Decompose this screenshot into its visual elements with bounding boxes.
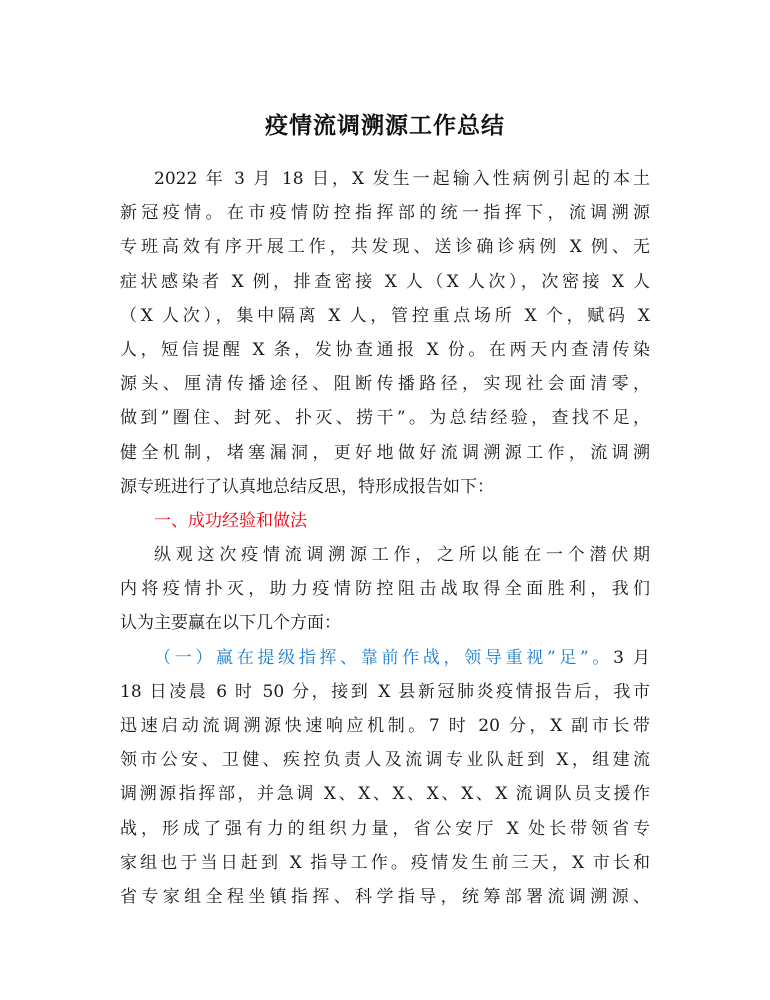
paragraph-line: 症状感染者 X 例，排查密接 X 人（X 人次），次密接 X 人	[120, 271, 650, 292]
paragraph-line: 调溯源指挥部，并急调 X、X、X、X、X、X 流调队员支援作	[120, 784, 650, 805]
paragraph-line: 省专家组全程坐镇指挥、科学指导，统筹部署流调溯源、	[120, 886, 650, 907]
paragraph-line: 18 日凌晨 6 时 50 分，接到 X 县新冠肺炎疫情报告后，我市	[120, 681, 650, 702]
paragraph-line: （X 人次），集中隔离 X 人，管控重点场所 X 个，赋码 X	[120, 305, 650, 326]
paragraph-line: 新冠疫情。在市疫情防控指挥部的统一指挥下，流调溯源	[120, 203, 650, 224]
paragraph-line: 做到”圈住、封死、扑灭、捞干”。为总结经验，查找不足，	[120, 408, 650, 429]
paragraph-line: 2022 年 3 月 18 日，X 发生一起输入性病例引起的本土	[154, 169, 650, 189]
paragraph-line: 领市公安、卫健、疾控负责人及流调专业队赶到 X，组建流	[120, 750, 650, 771]
paragraph-line: 迅速启动流调溯源快速响应机制。7 时 20 分，X 副市长带	[120, 716, 650, 736]
subsection-paragraph	[120, 641, 650, 915]
paragraph-line: 人，短信提醒 X 条，发协查通报 X 份。在两天内查清传染	[120, 339, 650, 360]
paragraph-line: 内将疫情扑灭，助力疫情防控阻击战取得全面胜利，我们	[120, 579, 650, 600]
section-paragraph	[120, 538, 650, 641]
paragraph-line: 源专班进行了认真地总结反思，特形成报告如下：	[120, 476, 494, 497]
paragraph-line: 战，形成了强有力的组织力量，省公安厅 X 处长带领省专	[120, 818, 650, 839]
document-title: 疫情流调溯源工作总结	[265, 113, 505, 139]
subsection-first-line	[120, 641, 650, 675]
subsection-heading-tail: 3 月	[613, 647, 650, 668]
paragraph-line: 专班高效有序开展工作，共发现、送诊确诊病例 X 例、无	[120, 237, 650, 258]
paragraph-line: 健全机制，堵塞漏洞，更好地做好流调溯源工作，流调溯	[120, 442, 650, 463]
intro-paragraph	[120, 162, 650, 504]
subsection-heading: （一）赢在提级指挥、靠前作战，领导重视”足”。	[154, 647, 614, 668]
paragraph-line: 纵观这次疫情流调溯源工作，之所以能在一个潜伏期	[154, 545, 650, 566]
paragraph-line: 认为主要赢在以下几个方面：	[120, 613, 341, 634]
paragraph-line: 家组也于当日赶到 X 指导工作。疫情发生前三天，X 市长和	[120, 852, 650, 873]
document-body	[120, 162, 650, 914]
section-heading: 一、成功经验和做法	[154, 510, 307, 531]
paragraph-line: 源头、厘清传播途径、阻断传播路径，实现社会面清零，	[120, 374, 650, 395]
